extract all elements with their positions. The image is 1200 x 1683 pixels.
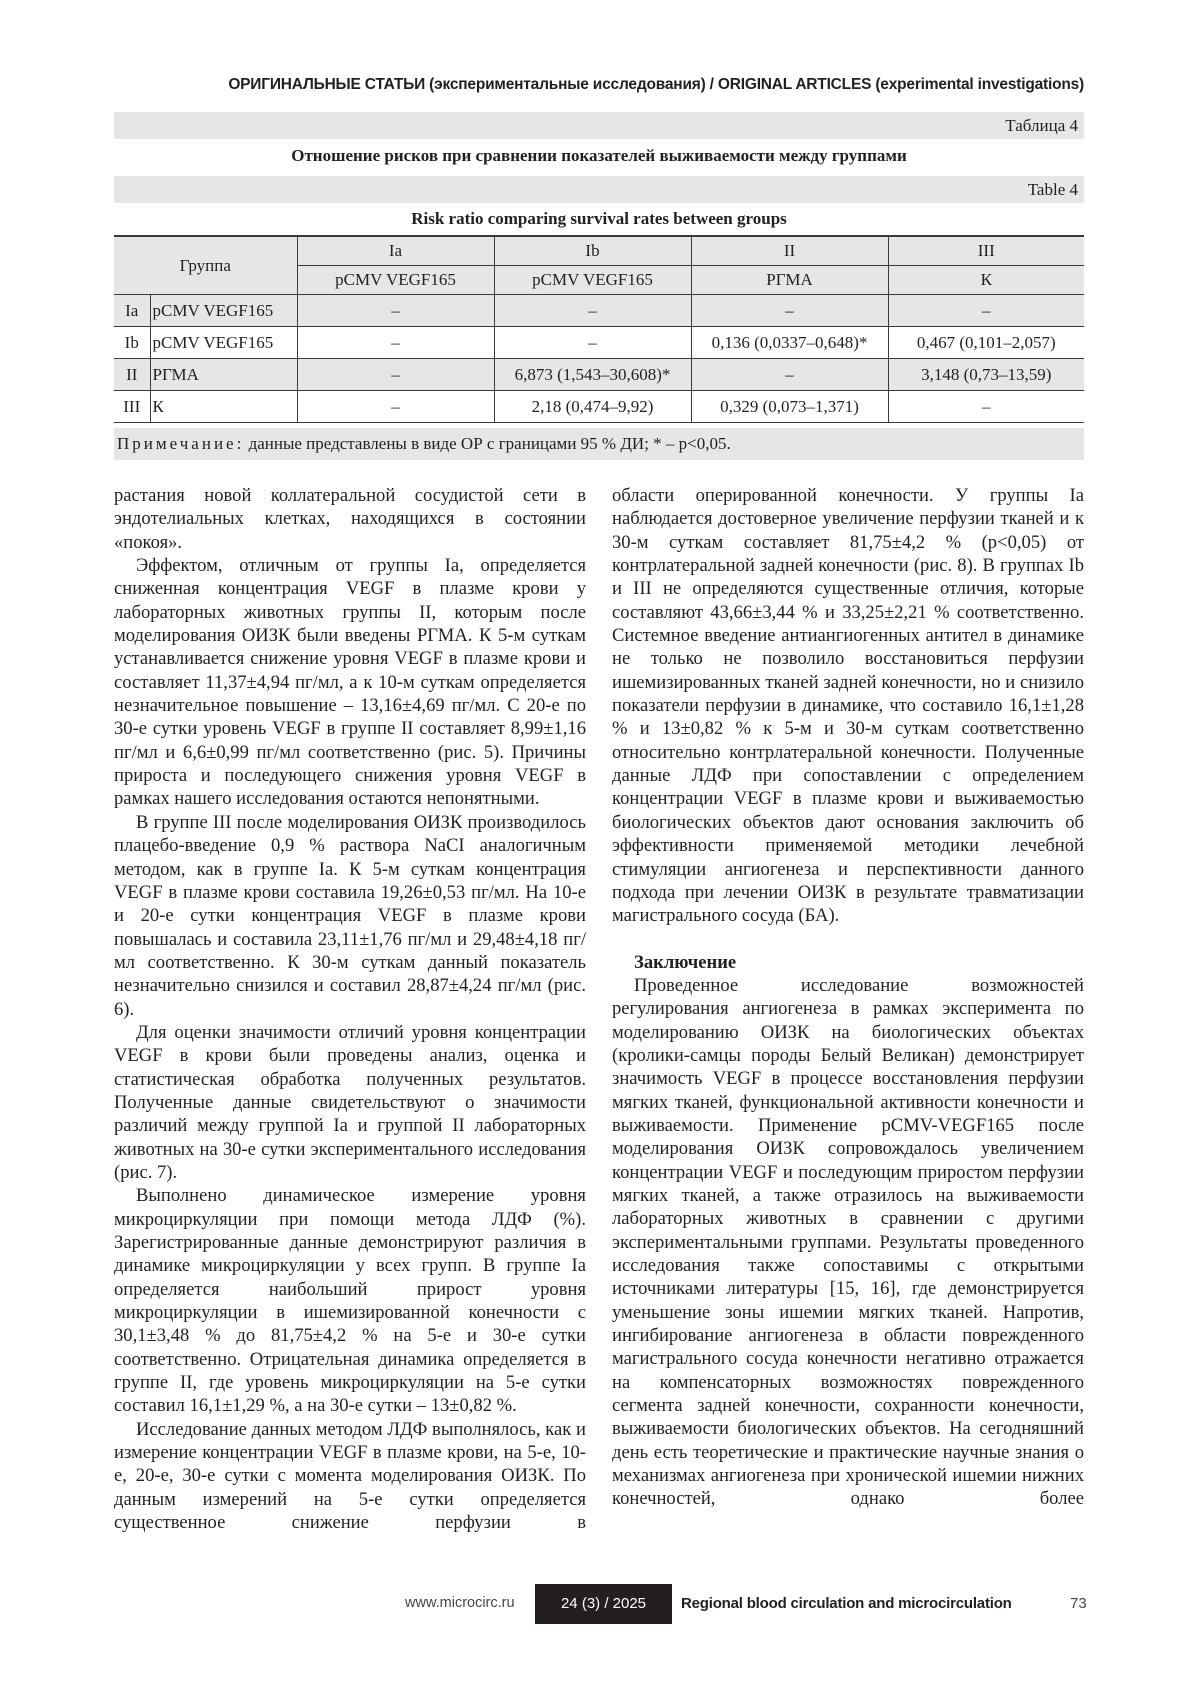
table-row <box>114 295 1084 327</box>
paragraph: области оперированной конечности. У группы Ia наблюдается достоверное увеличение перфузии тканей и к 30-м суткам составляет 81,75±4,2 % (p<0,05) от контрлатеральной задней конечности (рис. 8). В группах Ib и III не определяются существенные отличия, которые составляют 43,66±3,44 % и 33,25±2,21 % соответственно. Системное введение антиангиогенных антител в динамике не только не позволило восстановиться перфузии ишемизированных тканей задней конечности, но и снизило показатели перфузии в динамике, что составило 16,1±1,28 % и 13±0,82 % к 5-м и 30-м суткам соответственно относительно контрлатеральной конечности. Полученные данные ЛДФ при сопоставлении с определением концентрации VEGF в плазме крови и выживаемостью биологических объектов дают основания заключить об эффективности применяемой методики лечебной стимуляции ангиогенеза и перспективности данного подхода при лечении ОИЗК в результате травматизации магистрального сосуда (БА). <box>612 484 1084 928</box>
paragraph: Для оценки значимости отличий уровня концентрации VEGF в крови были проведены анализ, оценка и статистическая обработка полученных результатов. Полученные данные свидетельствуют о значимости различий между группой Ia и группой II лабораторных животных на 30-е сутки экспериментального исследования (рис. 7). <box>114 1021 586 1184</box>
row-id: Ia <box>114 295 150 327</box>
running-header: ОРИГИНАЛЬНЫЕ СТАТЬИ (экспериментальные исследования) / ORIGINAL ARTICLES (experimental investigations) <box>228 76 1084 94</box>
row-name: pCMV VEGF165 <box>150 327 297 359</box>
table-header-row <box>114 236 1084 266</box>
column-name: К <box>888 266 1084 295</box>
footer-journal: Regional blood circulation and microcirculation <box>681 1595 1012 1612</box>
column-id: III <box>888 236 1084 266</box>
table-cell: – <box>297 391 494 423</box>
row-name: РГМА <box>150 359 297 391</box>
paragraph: Выполнено динамическое измерение уровня микроциркуляции при помощи метода ЛДФ (%). Зарегистрированные данные демонстрируют различия в динамике микроциркуляции у всех групп. В группе Ia определяется наибольший прирост уровня микроциркуляции в ишемизированной конечности с 30,1±3,48 % до 81,75±4,2 % на 5-е и 30-е сутки соответственно. Отрицательная динамика определяется в группе II, где уровень микроциркуляции на 5-е сутки составил 16,1±1,29 %, а на 30-е сутки – 13±0,82 %. <box>114 1184 586 1417</box>
table-row <box>114 391 1084 423</box>
risk-ratio-table <box>114 235 1084 423</box>
table-title-ru: Отношение рисков при сравнении показателей выживаемости между группами <box>114 146 1084 166</box>
table-cell: – <box>691 359 888 391</box>
table-cell: 3,148 (0,73–13,59) <box>888 359 1084 391</box>
group-header: Группа <box>114 236 297 295</box>
column-id: Ia <box>297 236 494 266</box>
table-cell: 0,329 (0,073–1,371) <box>691 391 888 423</box>
table-label-en: Table 4 <box>114 176 1084 203</box>
row-id: Ib <box>114 327 150 359</box>
table-note <box>114 428 1084 460</box>
row-id: III <box>114 391 150 423</box>
paragraph: Исследование данных методом ЛДФ выполнялось, как и измерение концентрации VEGF в плазме крови, на 5-е, 10-е, 20-е, 30-е сутки с момента моделирования ОИЗК. По данным измерений на 5-е сутки определяется существенное снижение перфузии в <box>114 1418 586 1535</box>
paragraph: В группе III после моделирования ОИЗК производилось плацебо-введение 0,9 % раствора NaCI аналогичным методом, как в группе Ia. К 5-м суткам концентрация VEGF в плазме крови составила 19,26±0,53 пг/мл. На 10-е и 20-е сутки концентрация VEGF в плазме крови повышалась и составила 23,11±1,76 пг/мл и 29,48±4,18 пг/мл соответственно. К 30-м суткам данный показатель незначительно снизился и составил 28,87±4,24 пг/мл (рис. 6). <box>114 811 586 1021</box>
table-cell: – <box>297 327 494 359</box>
column-name: pCMV VEGF165 <box>297 266 494 295</box>
table-cell: 0,136 (0,0337–0,648)* <box>691 327 888 359</box>
column-id: II <box>691 236 888 266</box>
left-column <box>114 484 586 1534</box>
table-title-en: Risk ratio comparing survival rates between groups <box>114 209 1084 229</box>
right-column <box>612 484 1084 1511</box>
section-heading-conclusion: Заключение <box>612 951 1084 974</box>
table-cell: 0,467 (0,101–2,057) <box>888 327 1084 359</box>
table-cell: – <box>494 327 691 359</box>
table-cell: – <box>888 295 1084 327</box>
page-footer <box>0 1584 1200 1624</box>
footer-url[interactable]: www.microcirc.ru <box>405 1595 515 1611</box>
table-cell: – <box>691 295 888 327</box>
table-cell: – <box>494 295 691 327</box>
paragraph: растания новой коллатеральной сосудистой сети в эндотелиальных клетках, находящихся в состоянии «покоя». <box>114 484 586 554</box>
footer-issue: 24 (3) / 2025 <box>535 1584 672 1624</box>
table-row <box>114 327 1084 359</box>
table-label-ru: Таблица 4 <box>114 112 1084 139</box>
row-name: К <box>150 391 297 423</box>
column-name: pCMV VEGF165 <box>494 266 691 295</box>
table-note-text: данные представлены в виде ОР с границами 95 % ДИ; * – p<0,05. <box>244 434 730 453</box>
column-name: РГМА <box>691 266 888 295</box>
column-id: Ib <box>494 236 691 266</box>
table-note-label: Примечание: <box>117 434 244 453</box>
table-cell: 6,873 (1,543–30,608)* <box>494 359 691 391</box>
table-row <box>114 359 1084 391</box>
paragraph: Проведенное исследование возможностей регулирования ангиогенеза в рамках эксперимента по моделированию ОИЗК на биологических объектах (кролики-самцы породы Белый Великан) демонстрирует значимость VEGF в процессе восстановления перфузии мягких тканей, функциональной активности конечности и выживаемости. Применение pCMV-VEGF165 после моделирования ОИЗК сопровождалось увеличением концентрации VEGF и последующим приростом перфузии мягких тканей, а также отразилось на выживаемости лабораторных животных в сравнении с другими экспериментальными группами. Результаты проведенного исследования также сопоставимы с открытыми источниками литературы [15, 16], где демонстрируется уменьшение зоны ишемии мягких тканей. Напротив, ингибирование ангиогенеза в области поврежденного магистрального сосуда конечности негативно отражается на компенсаторных возможностях поврежденного сегмента задней конечности, сохранности конечности, выживаемости биологических объектов. На сегодняшний день есть теоретические и практические научные знания о механизмах ангиогенеза при хронической ишемии нижних конечностей, однако более <box>612 974 1084 1511</box>
table-cell: – <box>297 295 494 327</box>
row-name: pCMV VEGF165 <box>150 295 297 327</box>
page-number: 73 <box>1070 1595 1087 1612</box>
row-id: II <box>114 359 150 391</box>
table-cell: 2,18 (0,474–9,92) <box>494 391 691 423</box>
table-cell: – <box>888 391 1084 423</box>
table-cell: – <box>297 359 494 391</box>
paragraph: Эффектом, отличным от группы Ia, определяется сниженная концентрация VEGF в плазме крови у лабораторных животных группы II, которым после моделирования ОИЗК были введены РГМА. К 5-м суткам устанавливается снижение уровня VEGF в плазме крови и составляет 11,37±4,94 пг/мл, а к 10-м суткам определяется незначительное повышение – 13,16±4,69 пг/мл. С 20-е по 30-е сутки уровень VEGF в группе II составляет 8,99±1,16 пг/мл и 6,6±0,99 пг/мл соответственно (рис. 5). Причины прироста и последующего снижения уровня VEGF в рамках нашего исследования остаются непонятными. <box>114 554 586 811</box>
